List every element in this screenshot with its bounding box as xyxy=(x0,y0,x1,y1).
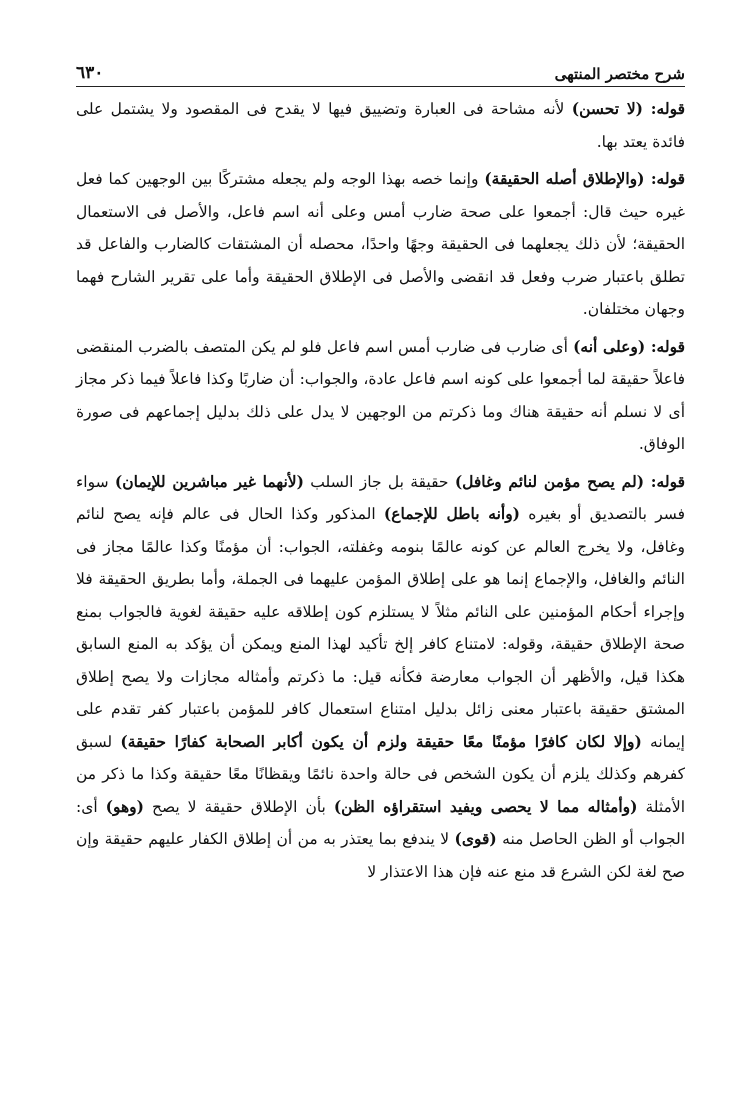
commentary-text: لأنه مشاحة فى العبارة وتضييق فيها لا يقدح فى المقصود ولا يشتمل على فائدة يعتد بها. xyxy=(76,100,685,151)
bold-quote: قوله: xyxy=(643,99,685,118)
body-text xyxy=(76,93,685,888)
bold-quote: قوله: xyxy=(645,336,686,356)
bold-quote: (وهو) xyxy=(105,796,144,816)
paragraph xyxy=(76,163,685,326)
commentary-text: لا يندفع بما يعتذر به من أن إطلاق الكفار عليهم حقيقة وإن صح لغة لكن الشرع قد منع عنه فإن هذا الاعتذار لا xyxy=(76,830,685,881)
bold-quote: (لأنهما غير مباشرين للإيمان) xyxy=(114,471,304,491)
commentary-text: أى: الجواب أو الظن الحاصل منه xyxy=(76,797,686,848)
commentary-text: سواء فسر بالتصديق أو بغيره xyxy=(76,472,685,523)
commentary-text: حقيقة بل جاز السلب xyxy=(303,472,455,491)
paragraph xyxy=(76,331,685,461)
bold-quote: (وأنه باطل للإجماع) xyxy=(383,504,521,523)
bold-quote: (لم يصح مؤمن لنائم وغافل) xyxy=(454,471,645,491)
paragraph xyxy=(76,93,685,158)
bold-quote: (لا تحسن) xyxy=(571,99,643,118)
bold-quote: (وأمثاله مما لا يحصى ويفيد استقراؤه الظن) xyxy=(333,796,638,816)
bold-quote: (قوى) xyxy=(454,829,497,848)
page-header xyxy=(76,56,685,87)
bold-quote: قوله: xyxy=(644,169,685,188)
running-title: شرح مختصر المنتهى xyxy=(554,65,685,83)
commentary-text: وإنما خصه بهذا الوجه ولم يجعله مشتركًا بين الوجهين كما فعل غيره حيث قال: أجمعوا على صحة ضارب أمس وعلى أنه اسم فاعل، والأصل فى الاستعمال الحقيقة؛ لأن ذلك يجعلهما فى الحقيقة وجهًا واحدًا، محصله أن المشتقات كالضارب والفاعل قد تطلق باعتبار ضرب وفعل قد انقضى والأصل فى الإطلاق الحقيقة وأما على تقرير الشارح فهما وجهان مختلفان. xyxy=(76,170,685,318)
page-number: ٦٣٠ xyxy=(76,63,104,83)
commentary-text: أى ضارب فى ضارب أمس اسم فاعل فلو لم يكن المتصف بالضرب المنقضى فاعلاً حقيقة لما أجمعوا على كونه اسم فاعل عادة، والجواب: أن ضاربًا وكذا فاعلاً فيما ذكر مجاز أى لا نسلم أنه حقيقة هناك وما ذكرتم من الوجهين لا يدل على ذلك بدليل إجماعهم فى صورة الوفاق. xyxy=(76,337,685,453)
bold-quote: (والإطلاق أصله الحقيقة) xyxy=(484,169,645,188)
commentary-text: بأن الإطلاق حقيقة لا يصح xyxy=(143,797,334,816)
commentary-text: المذكور وكذا الحال فى عالم فإنه يصح لنائم وغافل، ولا يخرج العالم عن كونه عالمًا بنومه وغفلته، الجواب: أن مؤمنًا وكذا عالمًا مجاز فى النائم والغافل، والإجماع إنما هو على إطلاق المؤمن عليهما فى الجملة، وأما بطريق الحقيقة فلا وإجراء أحكام المؤمنين على النائم مثلاً لا يستلزم كون إطلاقه عليه حقيقة لغوية فالجواب بمنع صحة الإطلاق حقيقة، وقوله: لامتناع كافر إلخ تأكيد لهذا المنع ويمكن أن يؤكد به المنع السابق هكذا قيل، والأظهر أن الجواب معارضة فكأنه قيل: ما ذكرتم وأمثاله مجازات ولا يصح إطلاق المشتق حقيقة باعتبار معنى زائل بدليل امتناع استعمال كافر للمؤمن باعتبار كفر تقدم على إيمانه xyxy=(76,505,685,751)
bold-quote: (وعلى أنه) xyxy=(573,336,646,356)
paragraph xyxy=(76,466,685,889)
commentary-text: لسبق كفرهم وكذلك يلزم أن يكون الشخص فى حالة واحدة نائمًا ويقظانًا معًا حقيقة وكذا ما ذكر من الأمثلة xyxy=(76,732,686,816)
bold-quote: (وإلا لكان كافرًا مؤمنًا معًا حقيقة ولزم أن يكون أكابر الصحابة كفارًا حقيقة) xyxy=(120,731,642,751)
bold-quote: قوله: xyxy=(644,471,685,491)
